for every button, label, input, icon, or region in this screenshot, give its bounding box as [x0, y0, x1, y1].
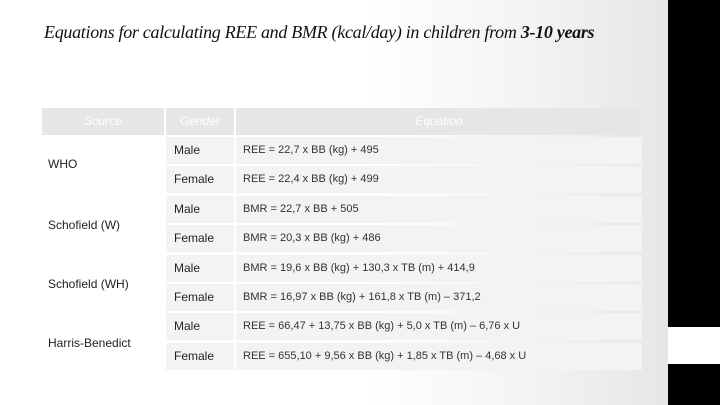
gender-cell: Male — [166, 313, 234, 340]
header-source: Source — [42, 108, 164, 135]
right-sidebar — [668, 0, 720, 405]
gender-cell: Male — [166, 196, 234, 223]
slide-title-text: Equations for calculating REE and BMR (kcal/day) in children from — [44, 22, 521, 42]
header-gender: Gender — [166, 108, 234, 135]
source-schofield-wh: Schofield (WH) — [48, 277, 129, 291]
equation-cell: BMR = 22,7 x BB + 505 — [236, 196, 642, 223]
gender-cell: Male — [166, 255, 234, 282]
gender-cell: Female — [166, 284, 234, 311]
source-who: WHO — [48, 157, 78, 171]
equation-cell: REE = 22,7 x BB (kg) + 495 — [236, 137, 642, 164]
source-schofield-w: Schofield (W) — [48, 218, 121, 232]
gender-cell: Female — [166, 166, 234, 193]
source-harris-benedict: Harris-Benedict — [48, 336, 131, 350]
equation-cell: BMR = 16,97 x BB (kg) + 161,8 x TB (m) – 371,2 — [236, 284, 642, 311]
slide-title — [44, 22, 594, 43]
sidebar-bar-top — [668, 0, 720, 327]
gender-cell: Male — [166, 137, 234, 164]
header-equation: Equation — [236, 108, 642, 135]
sidebar-bar-bottom — [668, 364, 720, 405]
equation-cell: REE = 66,47 + 13,75 x BB (kg) + 5,0 x TB (m) – 6,76 x U — [236, 313, 642, 340]
gender-cell: Female — [166, 343, 234, 370]
equation-cell: BMR = 20,3 x BB (kg) + 486 — [236, 225, 642, 252]
slide-title-emphasis: 3-10 years — [520, 22, 595, 42]
equation-cell: BMR = 19,6 x BB (kg) + 130,3 x TB (m) + 414,9 — [236, 255, 642, 282]
gender-cell: Female — [166, 225, 234, 252]
equation-cell: REE = 655,10 + 9,56 x BB (kg) + 1,85 x TB (m) – 4,68 x U — [236, 343, 642, 370]
equation-cell: REE = 22,4 x BB (kg) + 499 — [236, 166, 642, 193]
